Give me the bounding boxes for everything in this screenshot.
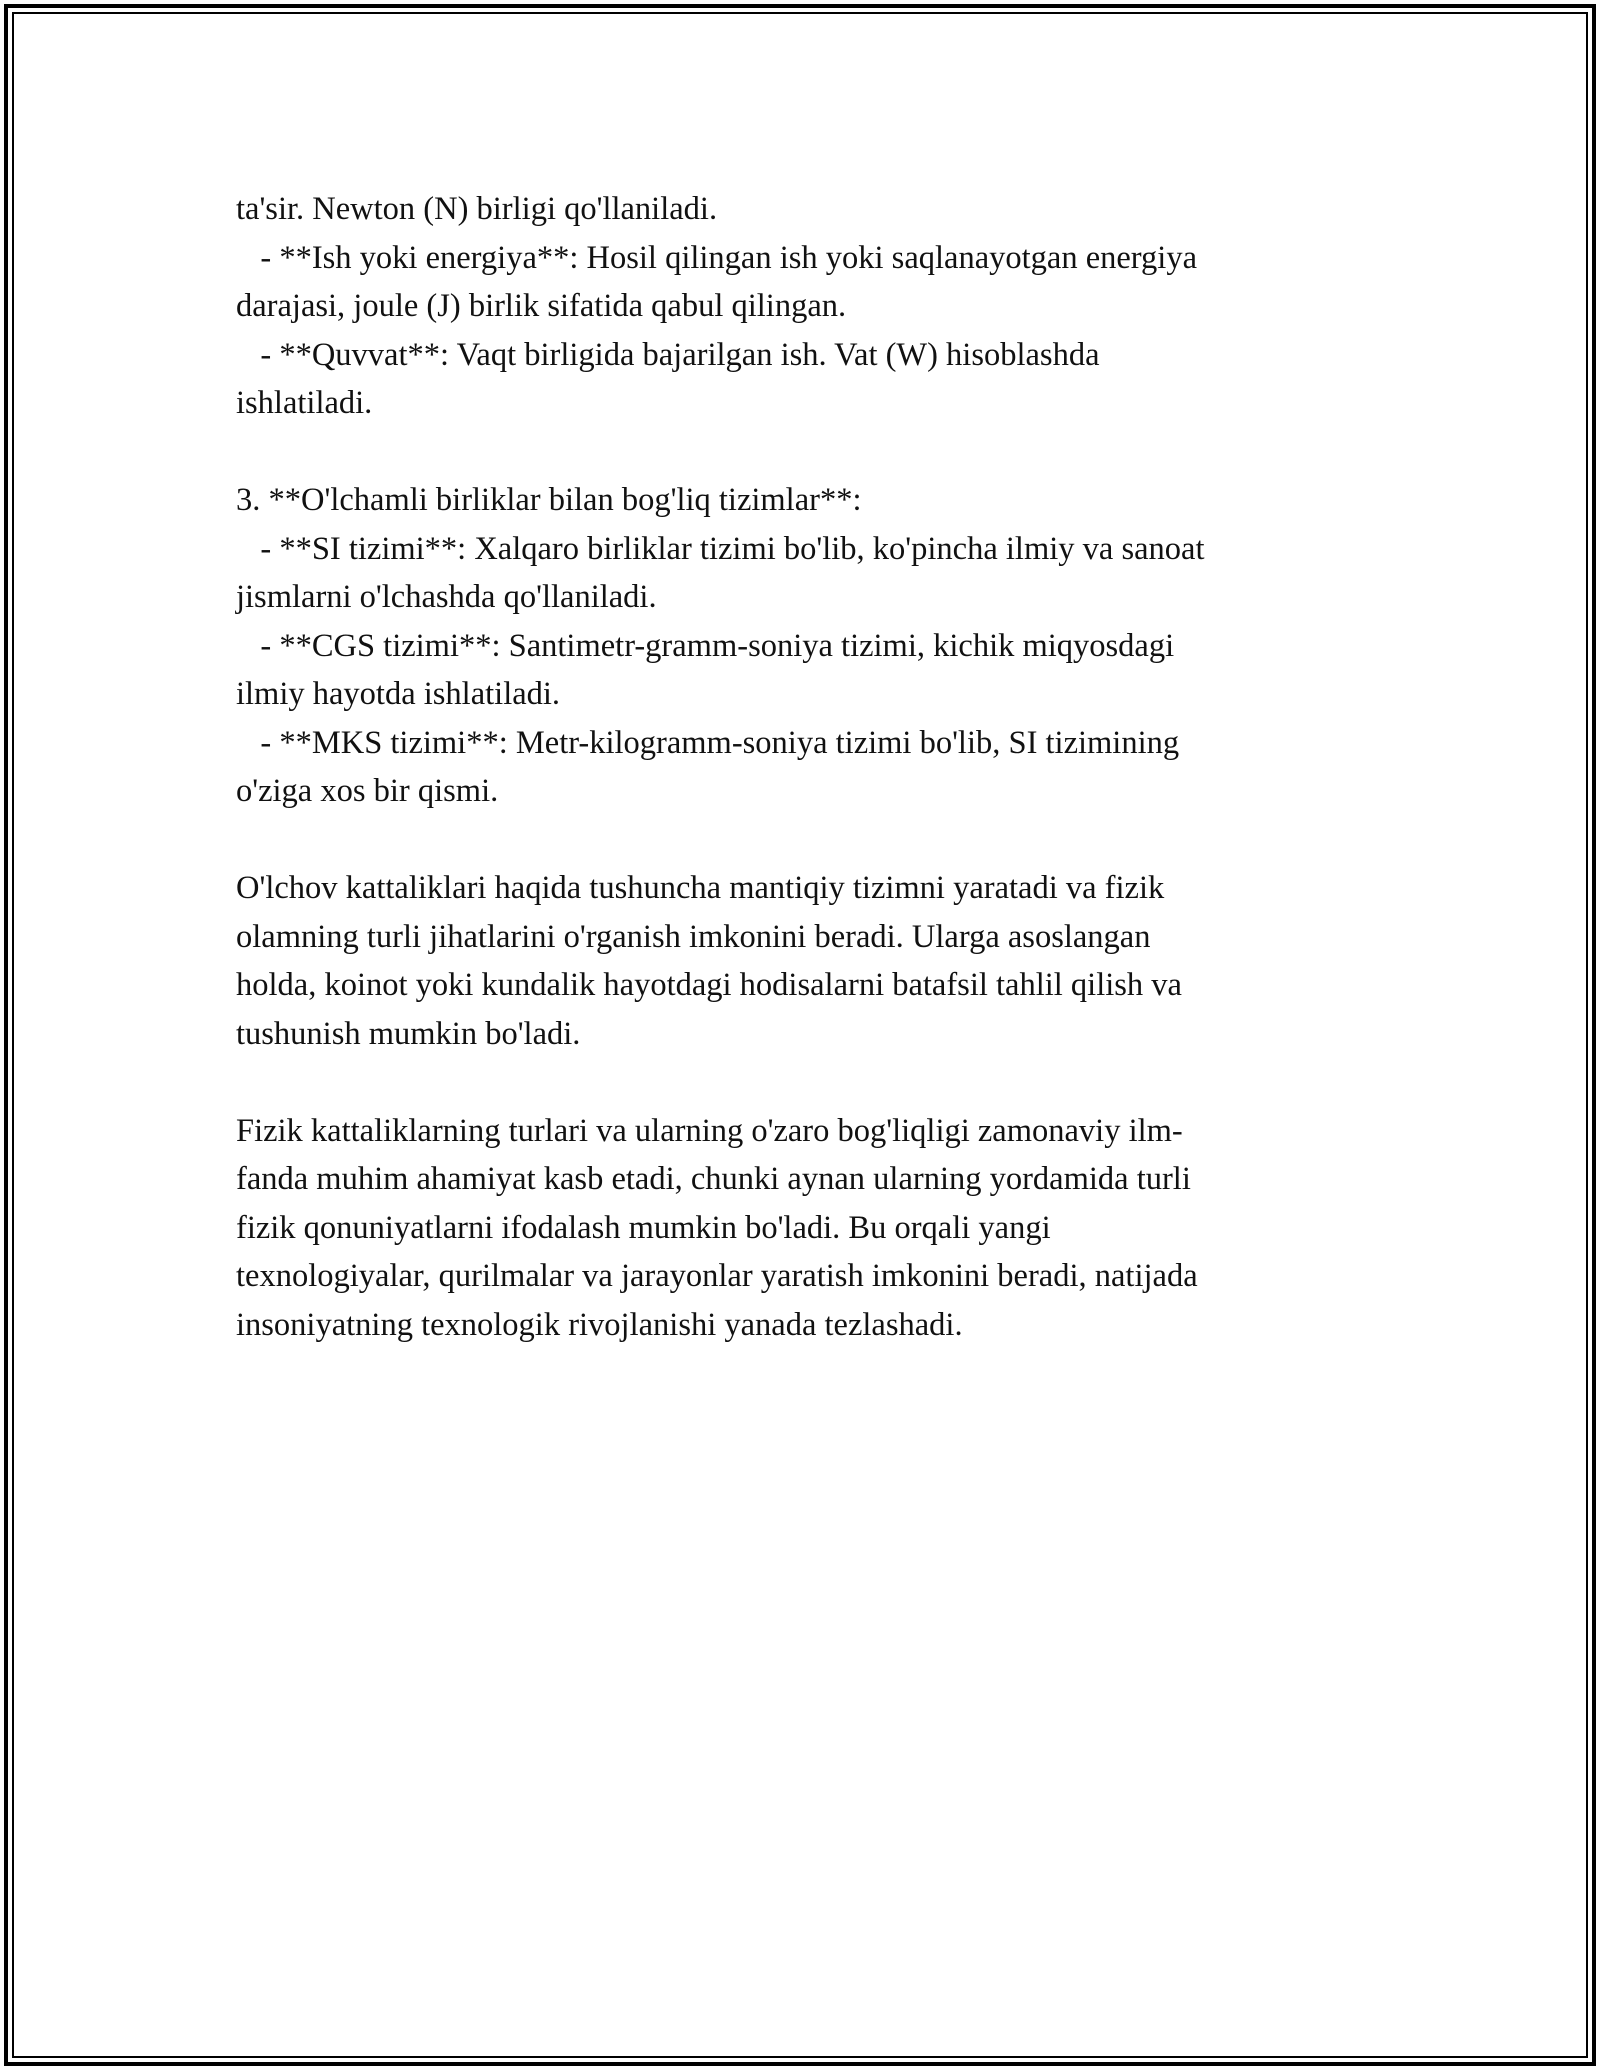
- list-item-power: - **Quvvat**: Vaqt birligida bajarilgan ish. Vat (W) hisoblashda: [236, 336, 1100, 373]
- text-line: insoniyatning texnologik rivojlanishi yanada tezlashadi.: [236, 1306, 963, 1343]
- text-line: holda, koinot yoki kundalik hayotdagi hodisalarni batafsil tahlil qilish va: [236, 967, 1182, 1003]
- list-item-si-system: - **SI tizimi**: Xalqaro birliklar tizimi bo'lib, ko'pincha ilmiy va sanoat: [236, 530, 1205, 567]
- document-body: [236, 185, 1366, 1349]
- text-line: fanda muhim ahamiyat kasb etadi, chunki aynan ularning yordamida turli: [236, 1161, 1191, 1197]
- paragraph-spacer: [236, 1058, 1366, 1107]
- text-line: jismlarni o'lchashda qo'llaniladi.: [236, 579, 657, 615]
- section-heading-systems: 3. **O'lchamli birliklar bilan bog'liq tizimlar**:: [236, 482, 862, 518]
- paragraph-concepts: [236, 864, 1366, 1058]
- text-line: ilmiy hayotda ishlatiladi.: [236, 676, 561, 712]
- text-line: ta'sir. Newton (N) birligi qo'llaniladi.: [236, 191, 718, 227]
- text-line: darajasi, joule (J) birlik sifatida qabul qilingan.: [236, 288, 847, 324]
- paragraph-conclusion: [236, 1107, 1366, 1350]
- text-line: olamning turli jihatlarini o'rganish imkonini beradi. Ularga asoslangan: [236, 918, 1151, 955]
- list-item-work-energy: - **Ish yoki energiya**: Hosil qilingan ish yoki saqlanayotgan energiya: [236, 239, 1197, 276]
- paragraph-spacer: [236, 428, 1366, 477]
- systems-list-block: [236, 476, 1366, 816]
- text-line: fizik qonuniyatlarni ifodalash mumkin bo'ladi. Bu orqali yangi: [236, 1209, 1051, 1246]
- text-line: tushunish mumkin bo'ladi.: [236, 1015, 581, 1052]
- units-list-block: [236, 185, 1366, 428]
- text-line: O'lchov kattaliklari haqida tushuncha mantiqiy tizimni yaratadi va fizik: [236, 870, 1165, 906]
- list-item-mks-system: - **MKS tizimi**: Metr-kilogramm-soniya tizimi bo'lib, SI tizimining: [236, 724, 1180, 761]
- list-item-cgs-system: - **CGS tizimi**: Santimetr-gramm-soniya tizimi, kichik miqyosdagi: [236, 627, 1175, 664]
- text-line: Fizik kattaliklarning turlari va ularning o'zaro bog'liqligi zamonaviy ilm-: [236, 1112, 1183, 1149]
- paragraph-spacer: [236, 816, 1366, 865]
- text-line: texnologiyalar, qurilmalar va jarayonlar yaratish imkonini beradi, natijada: [236, 1258, 1198, 1294]
- text-line: ishlatiladi.: [236, 385, 373, 421]
- text-line: o'ziga xos bir qismi.: [236, 773, 499, 809]
